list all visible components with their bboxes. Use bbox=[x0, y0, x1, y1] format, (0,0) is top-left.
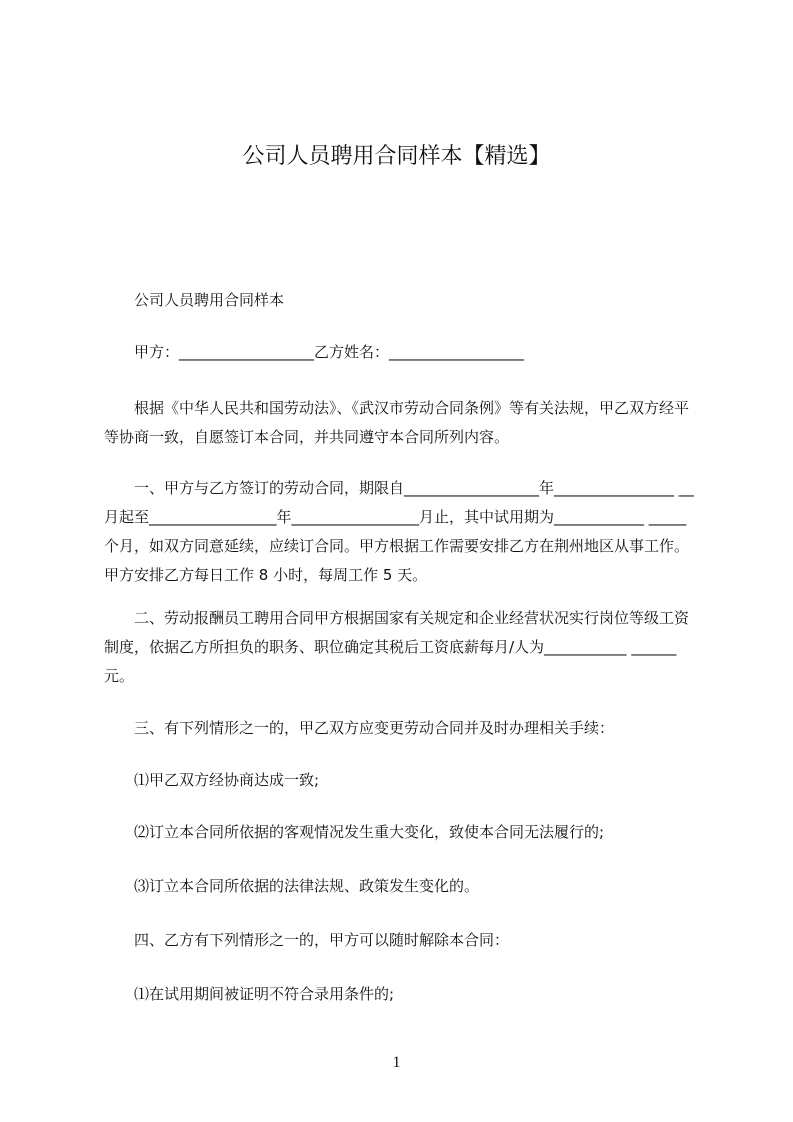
paragraph-parties: 甲方：__________________乙方姓名：__________________ bbox=[104, 343, 525, 361]
paragraph-clause-1: 一、甲方与乙方签订的劳动合同，期限自__________________年________________ __月起至_________________年_________________月止，其中试用期为____________ _____个月，如双方同意延续，应续订合同。甲方根据工作需要安排乙方在荆州地区从事工作。甲方安排乙方每日工作 8 小时，每周工作 5 天。 bbox=[104, 479, 694, 584]
paragraph-clause-2: 二、劳动报酬员工聘用合同甲方根据国家有关规定和企业经营状况实行岗位等级工资制度，依据乙方所担负的职务、职位确定其税后工资底薪每月/人为___________ ______元。 bbox=[104, 609, 690, 685]
page-number: 1 bbox=[392, 1054, 401, 1071]
paragraph-clause-3-item-1: ⑴甲乙双方经协商达成一致; bbox=[104, 771, 320, 789]
paragraph-clause-3-item-3: ⑶订立本合同所依据的法律法规、政策发生变化的。 bbox=[104, 877, 480, 895]
paragraph-clause-4-item-1: ⑴在试用期间被证明不符合录用条件的; bbox=[104, 985, 395, 1003]
paragraph-subtitle: 公司人员聘用合同样本 bbox=[104, 291, 285, 309]
paragraph-preamble: 根据《中华人民共和国劳动法》、《武汉市劳动合同条例》等有关法规，甲乙双方经平等协商一致，自愿签订本合同，并共同遵守本合同所列内容。 bbox=[104, 399, 690, 446]
paragraph-clause-3-item-2: ⑵订立本合同所依据的客观情况发生重大变化，致使本合同无法履行的; bbox=[104, 823, 605, 841]
paragraph-clause-4: 四、乙方有下列情形之一的，甲方可以随时解除本合同： bbox=[104, 931, 510, 949]
document-title: 公司人员聘用合同样本【精选】 bbox=[242, 144, 551, 169]
paragraph-clause-3: 三、有下列情形之一的，甲乙双方应变更劳动合同并及时办理相关手续： bbox=[104, 719, 615, 737]
